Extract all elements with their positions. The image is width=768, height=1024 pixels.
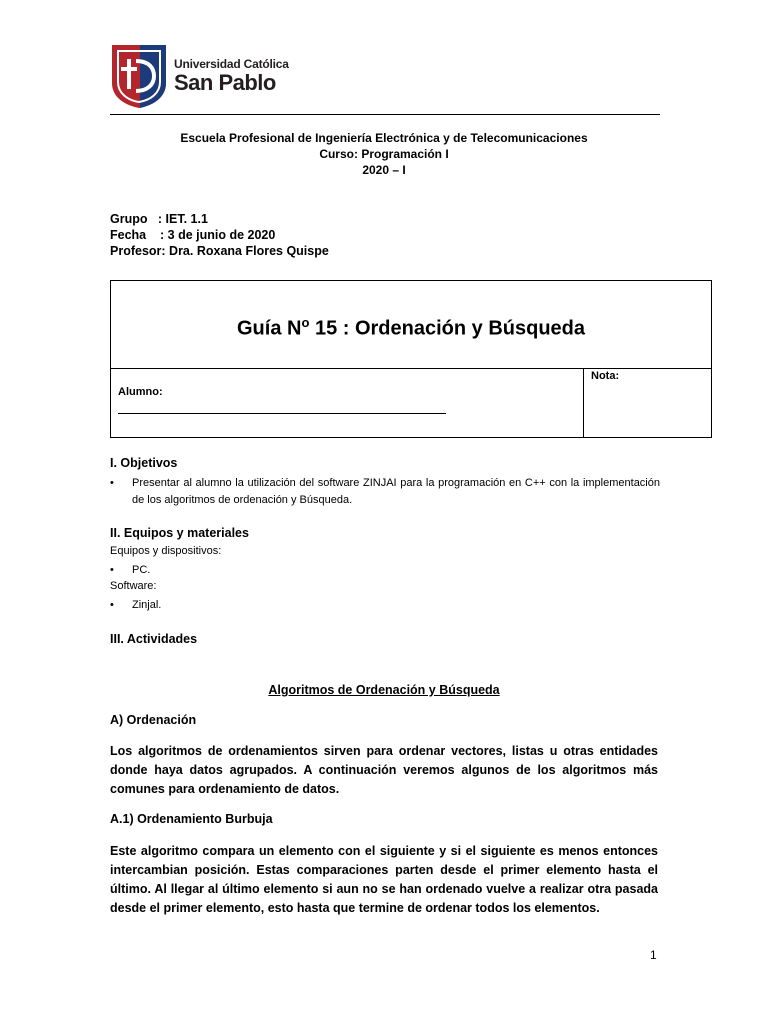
sorting-heading: A) Ordenación — [110, 713, 197, 727]
bullet-icon: • — [110, 564, 114, 576]
software-list-item — [110, 597, 660, 614]
logo-text-line1: Universidad Católica — [174, 57, 289, 71]
bullet-icon: • — [110, 599, 114, 611]
objectives-list-item — [110, 475, 660, 511]
sorting-paragraph: Los algoritmos de ordenamientos sirven para ordenar vectores, listas u otras entidades donde haya datos agrupados. A continuación veremos algunos de los algoritmos más comunes para ordenamiento de datos. — [110, 744, 658, 796]
bullet-icon: • — [110, 477, 114, 489]
group-line: Grupo : IET. 1.1 — [110, 212, 208, 226]
university-logo — [110, 43, 289, 109]
student-name-line — [118, 413, 446, 414]
algorithms-title: Algoritmos de Ordenación y Búsqueda — [268, 683, 500, 697]
grade-label: Nota: — [591, 370, 620, 382]
software-item: Zinjal. — [132, 599, 162, 611]
objectives-text: Presentar al alumno la utilización del software ZINJAI para la programación en C++ con la implementación de los algoritmos de ordenación y Búsqueda. — [132, 477, 660, 506]
guide-title-row — [111, 281, 711, 369]
school-name: Escuela Profesional de Ingeniería Electrónica y de Telecomunicaciones — [180, 131, 588, 145]
software-label: Software: — [110, 580, 157, 592]
date-line: Fecha : 3 de junio de 2020 — [110, 228, 276, 242]
bubble-sort-heading: A.1) Ordenamiento Burbuja — [110, 812, 273, 826]
devices-item: PC. — [132, 564, 151, 576]
guide-title-prefix: Guía N — [236, 317, 302, 340]
box-divider — [583, 369, 584, 437]
logo-text-line2: San Pablo — [174, 70, 276, 95]
course-name: Curso: Programación I — [319, 147, 449, 161]
devices-list-item — [110, 562, 660, 579]
student-label: Alumno: — [118, 386, 163, 398]
guide-title — [111, 315, 711, 341]
objectives-heading: I. Objetivos — [110, 456, 178, 470]
devices-label: Equipos y dispositivos: — [110, 545, 222, 557]
term: 2020 – I — [362, 163, 406, 177]
university-shield-icon — [110, 43, 168, 109]
activities-heading: III. Actividades — [110, 632, 198, 646]
page-number: 1 — [650, 948, 657, 962]
header-rule — [110, 114, 660, 115]
bubble-sort-paragraph: Este algoritmo compara un elemento con el siguiente y si el siguiente es menos entonces intercambian posición. Estas comparaciones parten desde el primer elemento hasta el último. Al llegar al último elemento si aun no se han ordenado vuelve a realizar otra pasada desde el primer elemento, esto hasta que termine de ordenar todos los elementos. — [110, 844, 658, 915]
professor-line: Profesor: Dra. Roxana Flores Quispe — [110, 244, 329, 258]
guide-title-sup: o — [301, 315, 310, 330]
guide-header-box — [110, 280, 712, 438]
guide-title-suffix: 15 : Ordenación y Búsqueda — [309, 317, 586, 340]
equipment-heading: II. Equipos y materiales — [110, 526, 249, 540]
